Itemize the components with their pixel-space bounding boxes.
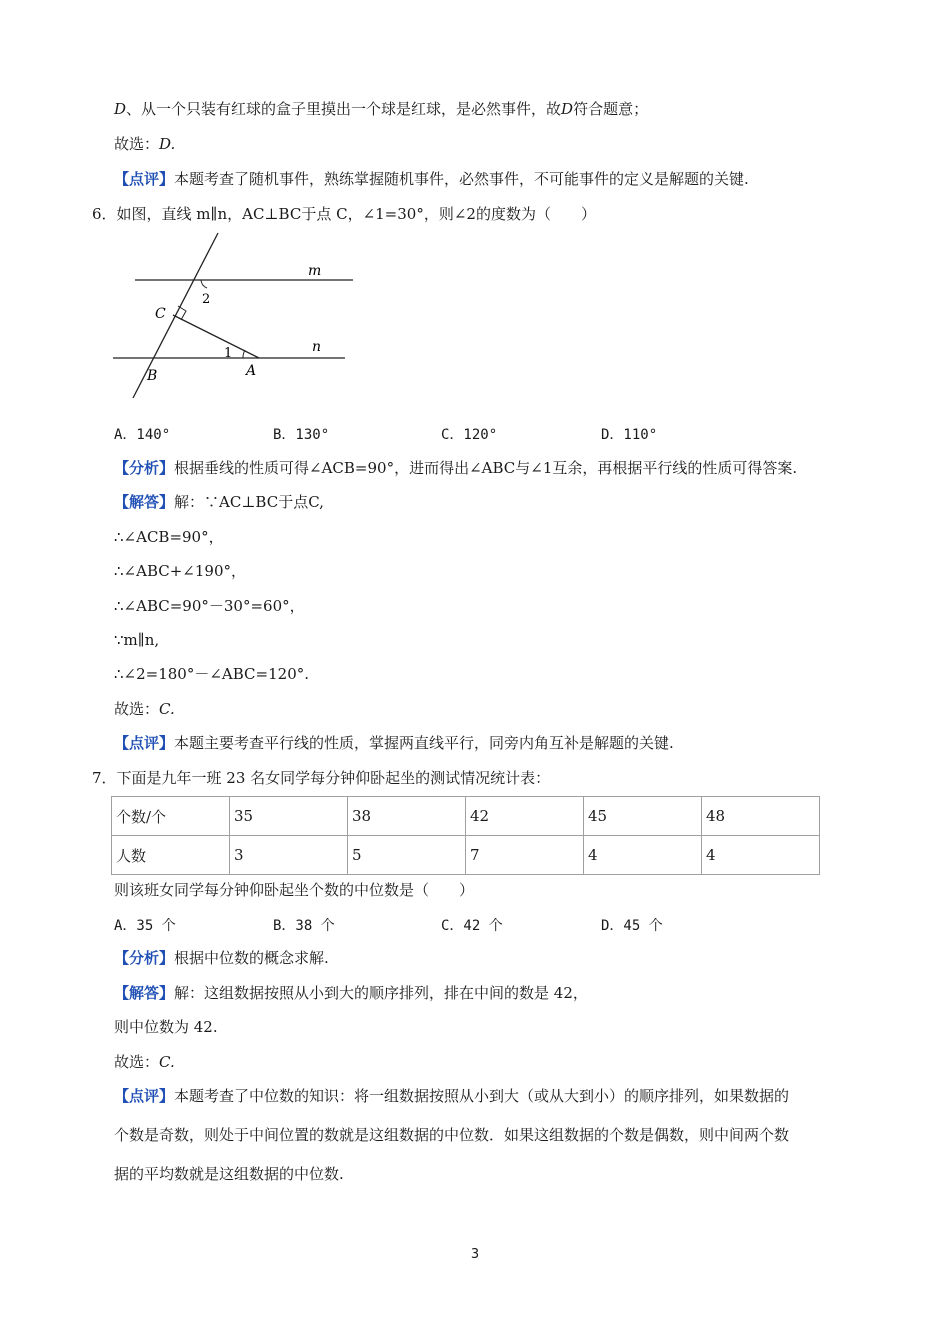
q5-option-d-explanation: D、从一个只装有红球的盒子里摸出一个球是红球，是必然事件，故D符合题意； xyxy=(114,100,649,118)
q7-option-c: C．42 个 xyxy=(441,918,503,934)
table-cell: 个数/个 xyxy=(112,797,230,836)
label-n: n xyxy=(312,339,322,355)
q6-answer: 故选：C. xyxy=(114,700,175,718)
q6-step-5: ∴∠2=180°－∠ABC=120°. xyxy=(114,665,310,683)
q7-solution-line2: 则中位数为 42. xyxy=(114,1018,218,1036)
q7-solution: 【解答】解：这组数据按照从小到大的顺序排列，排在中间的数是 42， xyxy=(114,984,588,1002)
review-tag: 【点评】 xyxy=(114,734,175,752)
segment-ca xyxy=(173,315,259,358)
table-cell: 48 xyxy=(702,797,820,836)
q6-figure xyxy=(105,228,365,408)
label-m: m xyxy=(308,263,322,279)
q6-option-a: A．140° xyxy=(114,427,171,443)
review-tag: 【点评】 xyxy=(114,170,175,188)
q7-review-line3: 据的平均数就是这组数据的中位数. xyxy=(114,1165,344,1183)
q7-review-line2: 个数是奇数，则处于中间位置的数就是这组数据的中位数．如果这组数据的个数是偶数，则中间两个数 xyxy=(114,1126,790,1144)
label-a: A xyxy=(246,363,257,379)
table-row xyxy=(112,836,820,875)
q6-step-1: ∴∠ACB=90°， xyxy=(114,528,224,546)
analysis-tag: 【分析】 xyxy=(114,949,175,967)
review-tag: 【点评】 xyxy=(114,1087,175,1105)
q6-solution: 【解答】解：∵AC⊥BC于点C, xyxy=(114,493,324,511)
q6-analysis: 【分析】根据垂线的性质可得∠ACB=90°，进而得出∠ABC与∠1互余，再根据平行线的性质可得答案. xyxy=(114,459,798,477)
q6-step-3: ∴∠ABC=90°－30°=60°， xyxy=(114,597,305,615)
analysis-tag: 【分析】 xyxy=(114,459,175,477)
q5-review: 【点评】本题考查了随机事件，熟练掌握随机事件，必然事件，不可能事件的定义是解题的关键. xyxy=(114,170,749,188)
q7-answer: 故选：C. xyxy=(114,1053,175,1071)
solution-tag: 【解答】 xyxy=(114,984,175,1002)
table-cell: 7 xyxy=(466,836,584,875)
angle1-arc xyxy=(243,350,245,358)
label-c: C xyxy=(155,306,166,322)
q7-review: 【点评】本题考查了中位数的知识：将一组数据按照从小到大（或从大到小）的顺序排列，如果数据的 xyxy=(114,1087,790,1105)
q7-stats-table xyxy=(111,796,820,875)
q7-option-b: B．38 个 xyxy=(273,918,335,934)
q7-analysis: 【分析】根据中位数的概念求解. xyxy=(114,949,329,967)
q6-option-b: B．130° xyxy=(273,427,330,443)
label-angle2: 2 xyxy=(202,292,211,307)
q7-option-a: A．35 个 xyxy=(114,918,176,934)
table-cell: 35 xyxy=(230,797,348,836)
table-cell: 4 xyxy=(702,836,820,875)
page-number: 3 xyxy=(470,1247,480,1262)
q6-step-2: ∴∠ABC+∠190°， xyxy=(114,562,246,580)
q6-stem: 6．如图，直线 m∥n，AC⊥BC于点 C，∠1=30°，则∠2的度数为（ ） xyxy=(92,205,596,223)
table-cell: 4 xyxy=(584,836,702,875)
q7-question: 则该班女同学每分钟仰卧起坐个数的中位数是（ ） xyxy=(114,881,475,899)
q6-step-4: ∵m∥n, xyxy=(114,631,160,649)
transversal-bc xyxy=(133,233,218,398)
angle2-arc xyxy=(201,280,207,288)
table-cell: 3 xyxy=(230,836,348,875)
table-cell: 45 xyxy=(584,797,702,836)
q7-option-d: D．45 个 xyxy=(601,918,663,934)
table-cell: 38 xyxy=(348,797,466,836)
q7-stem: 7．下面是九年一班 23 名女同学每分钟仰卧起坐的测试情况统计表： xyxy=(92,769,551,787)
q6-review: 【点评】本题主要考查平行线的性质，掌握两直线平行，同旁内角互补是解题的关键. xyxy=(114,734,674,752)
solution-tag: 【解答】 xyxy=(114,493,175,511)
q6-option-d: D．110° xyxy=(601,427,658,443)
q5-answer: 故选：D. xyxy=(114,135,176,153)
table-cell: 人数 xyxy=(112,836,230,875)
table-cell: 5 xyxy=(348,836,466,875)
q6-option-c: C．120° xyxy=(441,427,498,443)
table-cell: 42 xyxy=(466,797,584,836)
label-b: B xyxy=(147,368,158,384)
label-angle1: 1 xyxy=(224,346,233,361)
table-row xyxy=(112,797,820,836)
